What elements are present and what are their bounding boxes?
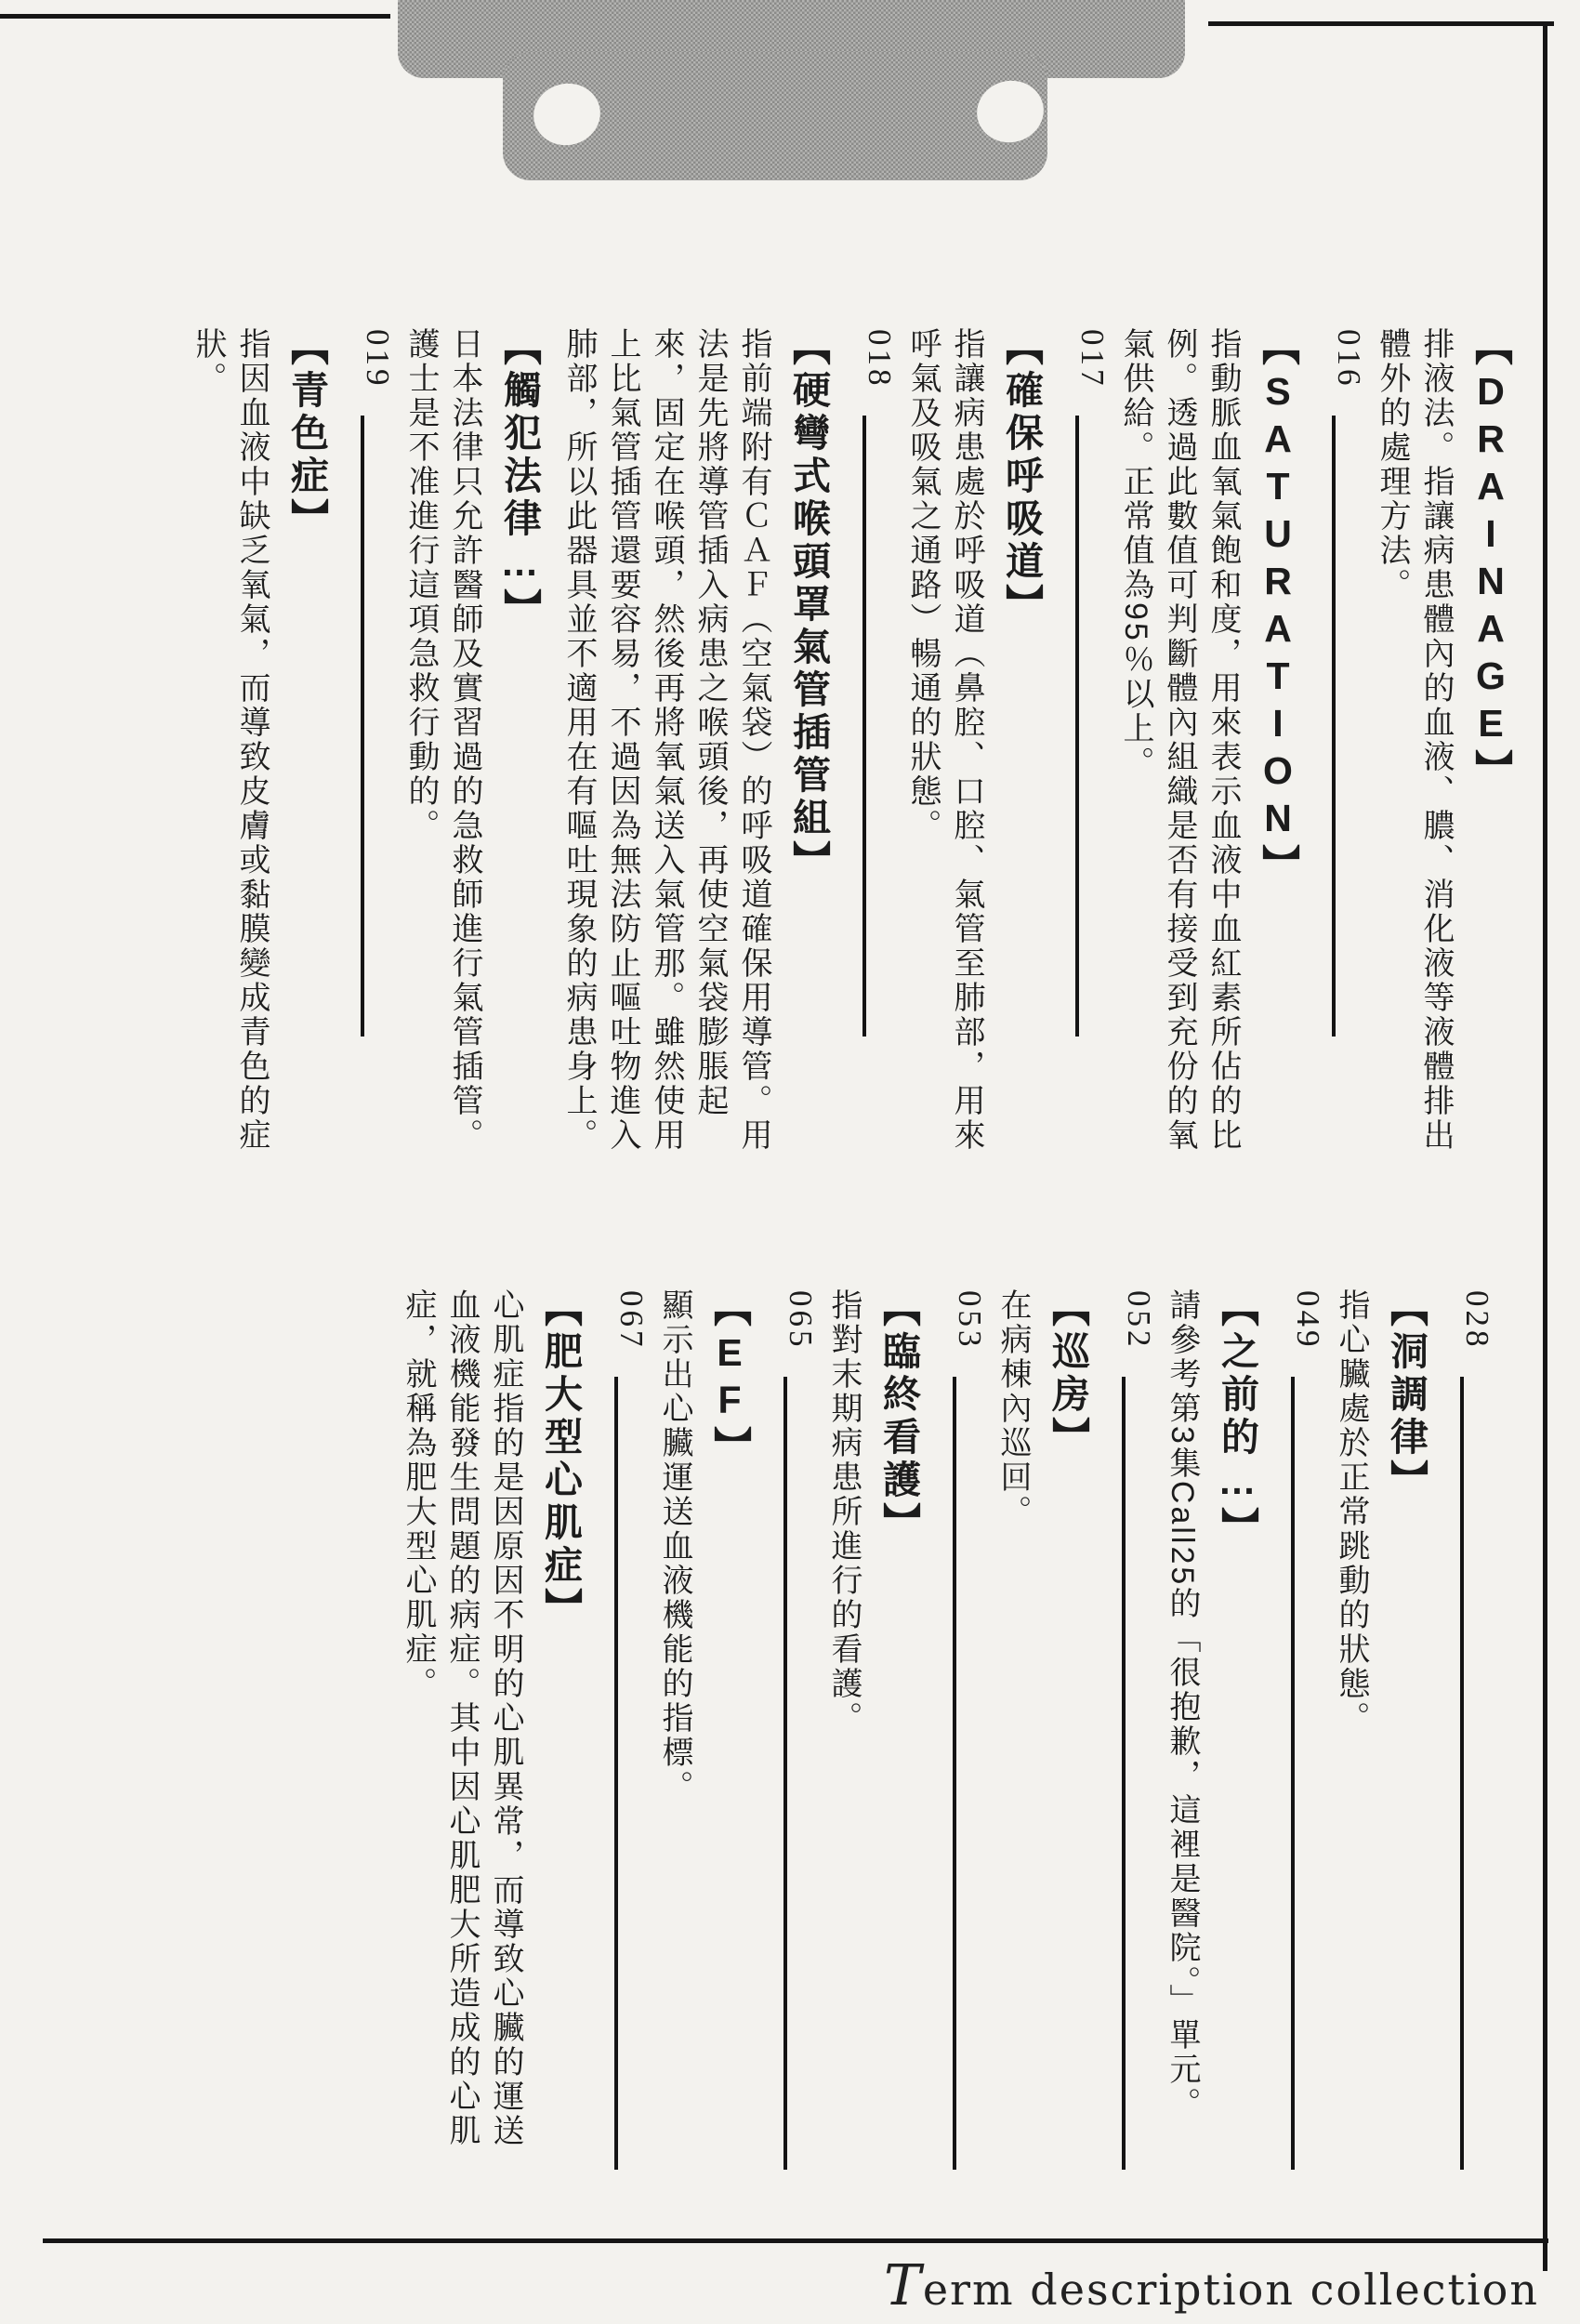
entry-number: 067 [613, 1290, 650, 1351]
separator-rule [1075, 416, 1079, 1037]
term-description: 顯示出心臟運送血液機能的指標。 [657, 1288, 692, 1804]
separator-rule [1332, 416, 1336, 1037]
term-description: 請參考第3集Call25的「很抱歉，這裡是醫院。」單元。 [1165, 1288, 1200, 2122]
term-heading: 【SATURATION】 [1257, 327, 1299, 887]
entry-separator [936, 1288, 988, 2172]
separator-rule [862, 416, 866, 1037]
term-heading: 【觸犯法律…】 [498, 327, 541, 631]
term-description: 指心臟處於正常跳動的狀態。 [1334, 1288, 1369, 1736]
entry-separator [846, 327, 898, 1171]
page-right-border [1543, 21, 1547, 2271]
term-description: 指讓病患處於呼吸道（鼻腔、口腔、氣管至肺部，用來呼氣及吸氣之通路）暢通的狀態。 [905, 327, 984, 1153]
footer-caption: Term description collection [883, 2253, 1539, 2318]
glossary-entry [399, 327, 547, 1171]
term-description: 指對末期病患所進行的看護。 [826, 1288, 862, 1736]
entry-number: 053 [952, 1290, 988, 1351]
term-heading: 【EF】 [708, 1288, 751, 1469]
entry-separator [1443, 1288, 1495, 2172]
separator-rule [361, 416, 364, 1037]
glossary-section-bottom [388, 1288, 1494, 2172]
glossary-entry [557, 327, 836, 1171]
separator-rule [1122, 1377, 1126, 2170]
term-heading: 【洞調律】 [1385, 1288, 1428, 1502]
term-heading: 【臨終看護】 [877, 1288, 920, 1545]
term-description: 指動脈血氧氣飽和度，用來表示血液中血紅素所佔的比例。透過此數值可判斷體內組織是否有接受到充份的氧氣供給。正常值為95％以上。 [1118, 327, 1241, 1153]
entry-number: 049 [1290, 1290, 1326, 1351]
glossary-entry [186, 327, 335, 1171]
entry-number: 016 [1331, 329, 1367, 390]
entry-separator [767, 1288, 819, 2172]
entry-number: 017 [1074, 329, 1111, 390]
separator-rule [953, 1377, 956, 2170]
glossary-entry [652, 1288, 757, 2172]
entry-number: 065 [783, 1290, 819, 1351]
separator-rule [783, 1377, 787, 2170]
term-description: 指因血液中缺乏氧氣，而導致皮膚或黏膜變成青色的症狀。 [191, 327, 270, 1153]
term-heading: 【確保呼吸道】 [1000, 327, 1043, 627]
entry-separator [1105, 1288, 1157, 2172]
term-description: 指前端附有ＣＡＦ（空氣袋）的呼吸道確保用導管。用法是先將導管插入病患之喉頭後，再使空氣袋膨脹起來，固定在喉頭，然後再將氧氣送入氣管那。雖然使用上比氣管插管還要容易，不過因為無法防止嘔吐物進入肺部，所以此器具並不適用在有嘔吐現象的病患身上。 [561, 327, 771, 1153]
entry-separator [598, 1288, 650, 2172]
entry-number: 028 [1459, 1290, 1495, 1351]
glossary-entry [1370, 327, 1519, 1171]
term-description: 心肌症指的是因原因不明的心肌異常，而導致心臟的運送血液機能發生問題的病症。其中因心肌肥大所造成的心肌症，就稱為肥大型心肌症。 [401, 1288, 523, 2148]
term-heading: 【肥大型心肌症】 [539, 1288, 582, 1631]
page-bottom-border [43, 2238, 1548, 2243]
top-right-rule [1208, 21, 1554, 26]
term-heading: 【DRAINAGE】 [1469, 327, 1512, 792]
separator-rule [1291, 1377, 1295, 2170]
term-description: 在病棟內巡回。 [995, 1288, 1031, 1529]
top-left-rule [0, 14, 390, 19]
entry-number: 019 [360, 329, 396, 390]
entry-number: 052 [1121, 1290, 1157, 1351]
glossary-entry [1113, 327, 1306, 1171]
term-description: 日本法律只允許醫師及實習過的急救師進行氣管插管。護士是不准進行這項急救行動的。 [403, 327, 482, 1153]
separator-rule [614, 1377, 618, 2170]
glossary-entry [1160, 1288, 1265, 2172]
glossary-entry [822, 1288, 927, 2172]
term-heading: 【青色症】 [285, 327, 328, 541]
entry-separator [1315, 327, 1367, 1171]
glossary-entry [1329, 1288, 1434, 2172]
entry-separator [1059, 327, 1111, 1171]
entry-separator [344, 327, 396, 1171]
term-heading: 【巡房】 [1047, 1288, 1089, 1459]
separator-rule [1460, 1377, 1464, 2170]
term-heading: 【之前的…】 [1216, 1288, 1258, 1550]
glossary-entry [991, 1288, 1096, 2172]
term-description: 排液法。指讓病患體內的血液、膿、消化液等液體排出體外的處理方法。 [1375, 327, 1454, 1153]
glossary-entry [901, 327, 1049, 1171]
glossary-section-top [178, 327, 1528, 1171]
term-heading: 【硬彎式喉頭罩氣管插管組】 [787, 327, 830, 883]
entry-separator [1274, 1288, 1326, 2172]
glossary-entry [396, 1288, 588, 2172]
entry-number: 018 [862, 329, 898, 390]
